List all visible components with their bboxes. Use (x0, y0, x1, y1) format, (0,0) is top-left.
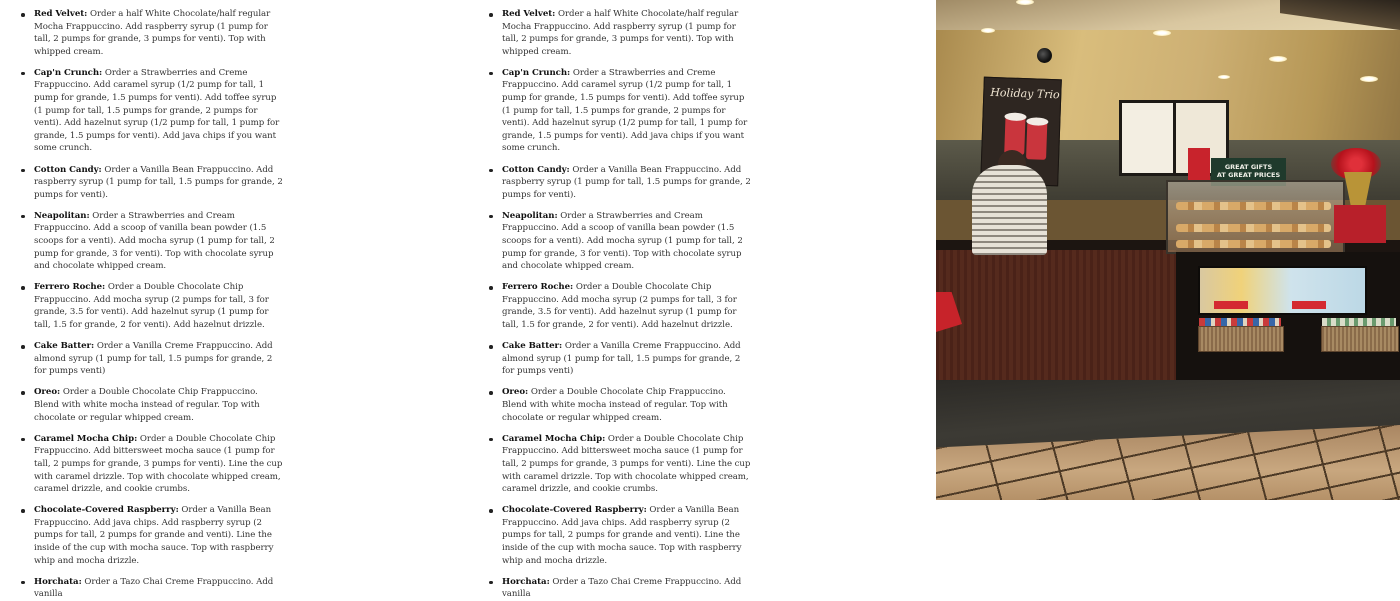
recipe-name: Horchata: (34, 576, 82, 587)
recipe-item-cake-batter (488, 340, 753, 378)
ceiling-light (981, 28, 995, 33)
recipe-list (488, 0, 753, 601)
recipe-text: Order a Vanilla Creme Frappuccino. Add almond syrup (1 pump for tall, 1.5 pumps for grande, 2 for pumps venti) (502, 341, 741, 377)
recipe-text: Order a Strawberries and Creme Frappuccino. Add caramel syrup (1/2 pump for tall, 1 pump for grande, 1.5 pumps for venti). Add toffee syrup (1 pump for tall, 1.5 pumps for grande, 2 pumps for venti). Add hazelnut syrup (1/2 pump for tall, 1 pump for grande, 1.5 pumps for venti). Add java chips if you want some crunch. (502, 67, 748, 154)
recipe-item-capn-crunch (20, 67, 285, 155)
recipe-name: Red Velvet: (502, 9, 556, 19)
ceiling-light (1269, 56, 1287, 62)
recipe-name: Chocolate-Covered Raspberry: (34, 505, 179, 516)
recipe-item-ferrero-roche (20, 281, 285, 331)
ceiling-light (1218, 75, 1230, 79)
recipe-item-capn-crunch (488, 67, 753, 155)
snack-items (1322, 318, 1396, 326)
security-camera-icon (1037, 48, 1052, 63)
recipe-text: Order a Tazo Chai Creme Frappuccino. Add vanilla (502, 576, 742, 600)
recipe-name: Ferrero Roche: (502, 282, 574, 293)
recipe-text: Order a Double Chocolate Chip Frappuccino. Blend with white mocha instead of regular. Top with chocolate or regular whipped cream. (34, 387, 260, 423)
recipe-text: Order a half White Chocolate/half regular Mocha Frappuccino. Add raspberry syrup (1 pump for tall, 2 pumps for grande, 3 pumps for venti). Top with whipped cream. (34, 9, 271, 57)
recipe-item-oreo (488, 386, 753, 424)
red-canister (1188, 148, 1210, 180)
recipe-item-cake-batter (20, 340, 285, 378)
recipe-name: Chocolate-Covered Raspberry: (502, 505, 647, 516)
recipe-item-red-velvet (488, 8, 753, 58)
recipe-text: Order a half White Chocolate/half regular Mocha Frappuccino. Add raspberry syrup (1 pump for tall, 2 pumps for grande, 3 pumps for venti). Top with whipped cream. (502, 9, 739, 57)
recipe-name: Caramel Mocha Chip: (34, 433, 138, 444)
recipe-name: Ferrero Roche: (34, 282, 106, 293)
snack-basket (1321, 326, 1399, 352)
recipe-text: Order a Vanilla Bean Frappuccino. Add raspberry syrup (1 pump for tall, 1.5 pumps for grande, 2 pumps for venti). (502, 164, 751, 200)
sign-line-1: GREAT GIFTS (1224, 163, 1273, 171)
recipe-list (20, 0, 285, 601)
recipe-name: Cotton Candy: (502, 164, 570, 175)
counter-front (936, 250, 1176, 390)
recipe-item-red-velvet (20, 8, 285, 58)
recipe-text: Order a Double Chocolate Chip Frappuccino. Blend with white mocha instead of regular. Top with chocolate or regular whipped cream. (502, 387, 728, 423)
pastry-row (1176, 202, 1331, 210)
recipe-text: Order a Vanilla Bean Frappuccino. Add raspberry syrup (1 pump for tall, 1.5 pumps for grande, 2 pumps for venti). (34, 164, 283, 200)
recipe-text: Order a Strawberries and Cream Frappuccino. Add a scoop of vanilla bean powder (1.5 scoops for a venti). Add mocha syrup (1 pump for tall, 2 pump for grande, 3 for venti). Top with chocolate syrup and chocolate whipped cream. (34, 210, 275, 272)
gold-vase (1344, 172, 1372, 207)
recipe-text: Order a Vanilla Bean Frappuccino. Add java chips. Add raspberry syrup (2 pumps for tall, 2 pumps for grande and venti). Line the inside of the cup with mocha sauce. Top with raspberry whip and mocha drizzle. (502, 505, 742, 566)
recipe-name: Cake Batter: (34, 341, 95, 352)
recipe-name: Caramel Mocha Chip: (502, 433, 606, 444)
ceiling-light (1153, 30, 1171, 36)
recipe-item-horchata (488, 576, 753, 601)
recipe-name: Oreo: (34, 387, 61, 398)
recipe-item-caramel-mocha-chip (20, 433, 285, 496)
snack-items (1199, 318, 1281, 326)
recipe-text: Order a Double Chocolate Chip Frappuccino. Add mocha syrup (2 pumps for tall, 3 for grande, 3.5 for venti). Add hazelnut syrup (1 pump for tall, 1.5 for grande, 2 for venti). Add hazelnut drizzle. (34, 282, 269, 331)
recipe-item-cotton-candy (488, 164, 753, 202)
pastry-row (1176, 240, 1331, 248)
recipe-name: Horchata: (502, 576, 550, 587)
recipe-text: Order a Double Chocolate Chip Frappuccino. Add mocha syrup (2 pumps for tall, 3 for grande, 3.5 for venti). Add hazelnut syrup (1 pump for tall, 1.5 for grande, 2 for venti). Add hazelnut drizzle. (502, 282, 737, 331)
cup-icon (1026, 123, 1047, 160)
recipe-text: Order a Strawberries and Creme Frappuccino. Add caramel syrup (1/2 pump for tall, 1 pump for grande, 1.5 pumps for venti). Add toffee syrup (1 pump for tall, 1.5 pumps for grande, 2 pumps for venti). Add hazelnut syrup (1/2 pump for tall, 1 pump for grande, 1.5 pumps for venti). Add java chips if you want some crunch. (34, 67, 280, 154)
price-label (1214, 301, 1248, 309)
coffee-shop-photo (936, 0, 1400, 500)
recipe-name: Neapolitan: (34, 210, 90, 221)
pastry-display-case (1166, 180, 1345, 254)
recipe-text: Order a Double Chocolate Chip Frappuccino. Add bittersweet mocha sauce (1 pump for tall, 2 pumps for grande, 3 pumps for venti). Line the cup with caramel drizzle. Top with chocolate whipped cream, caramel drizzle, and cookie crumbs. (34, 433, 283, 495)
sign-line-2: AT GREAT PRICES (1216, 171, 1281, 179)
recipe-name: Red Velvet: (34, 9, 88, 19)
snack-basket (1198, 326, 1284, 352)
recipe-text: Order a Double Chocolate Chip Frappuccino. Add bittersweet mocha sauce (1 pump for tall, 2 pumps for grande, 3 pumps for venti). Line the cup with caramel drizzle. Top with chocolate whipped cream, caramel drizzle, and cookie crumbs. (502, 433, 751, 495)
recipe-item-chocolate-covered-raspberry (20, 504, 285, 567)
recipe-item-chocolate-covered-raspberry (488, 504, 753, 567)
gift-box (1334, 205, 1386, 243)
recipe-name: Oreo: (502, 387, 529, 398)
ceiling-light (1360, 76, 1378, 82)
recipe-column-left (20, 0, 285, 600)
recipe-item-oreo (20, 386, 285, 424)
recipe-item-ferrero-roche (488, 281, 753, 331)
menu-board (1119, 100, 1177, 176)
pastry-row (1176, 224, 1331, 232)
recipe-item-cotton-candy (20, 164, 285, 202)
poster-title: Holiday Trio (990, 85, 1060, 102)
recipe-name: Cake Batter: (502, 341, 563, 352)
recipe-name: Cap'n Crunch: (34, 67, 103, 78)
recipe-name: Cotton Candy: (34, 164, 102, 175)
recipe-item-horchata (20, 576, 285, 601)
price-label (1292, 301, 1326, 309)
recipe-item-neapolitan (488, 210, 753, 273)
customer (972, 165, 1047, 255)
recipe-text: Order a Tazo Chai Creme Frappuccino. Add vanilla (34, 576, 274, 600)
recipe-text: Order a Vanilla Creme Frappuccino. Add almond syrup (1 pump for tall, 1.5 pumps for grande, 2 for pumps venti) (34, 341, 273, 377)
recipe-name: Cap'n Crunch: (502, 67, 571, 78)
beverage-fridge (1198, 266, 1367, 315)
recipe-column-middle (488, 0, 753, 600)
recipe-item-neapolitan (20, 210, 285, 273)
recipe-text: Order a Vanilla Bean Frappuccino. Add java chips. Add raspberry syrup (2 pumps for tall, 2 pumps for grande and venti). Line the inside of the cup with mocha sauce. Top with raspberry whip and mocha drizzle. (34, 505, 274, 566)
recipe-item-caramel-mocha-chip (488, 433, 753, 496)
recipe-name: Neapolitan: (502, 210, 558, 221)
recipe-text: Order a Strawberries and Cream Frappuccino. Add a scoop of vanilla bean powder (1.5 scoops for a venti). Add mocha syrup (1 pump for tall, 2 pump for grande, 3 for venti). Top with chocolate syrup and chocolate whipped cream. (502, 210, 743, 272)
